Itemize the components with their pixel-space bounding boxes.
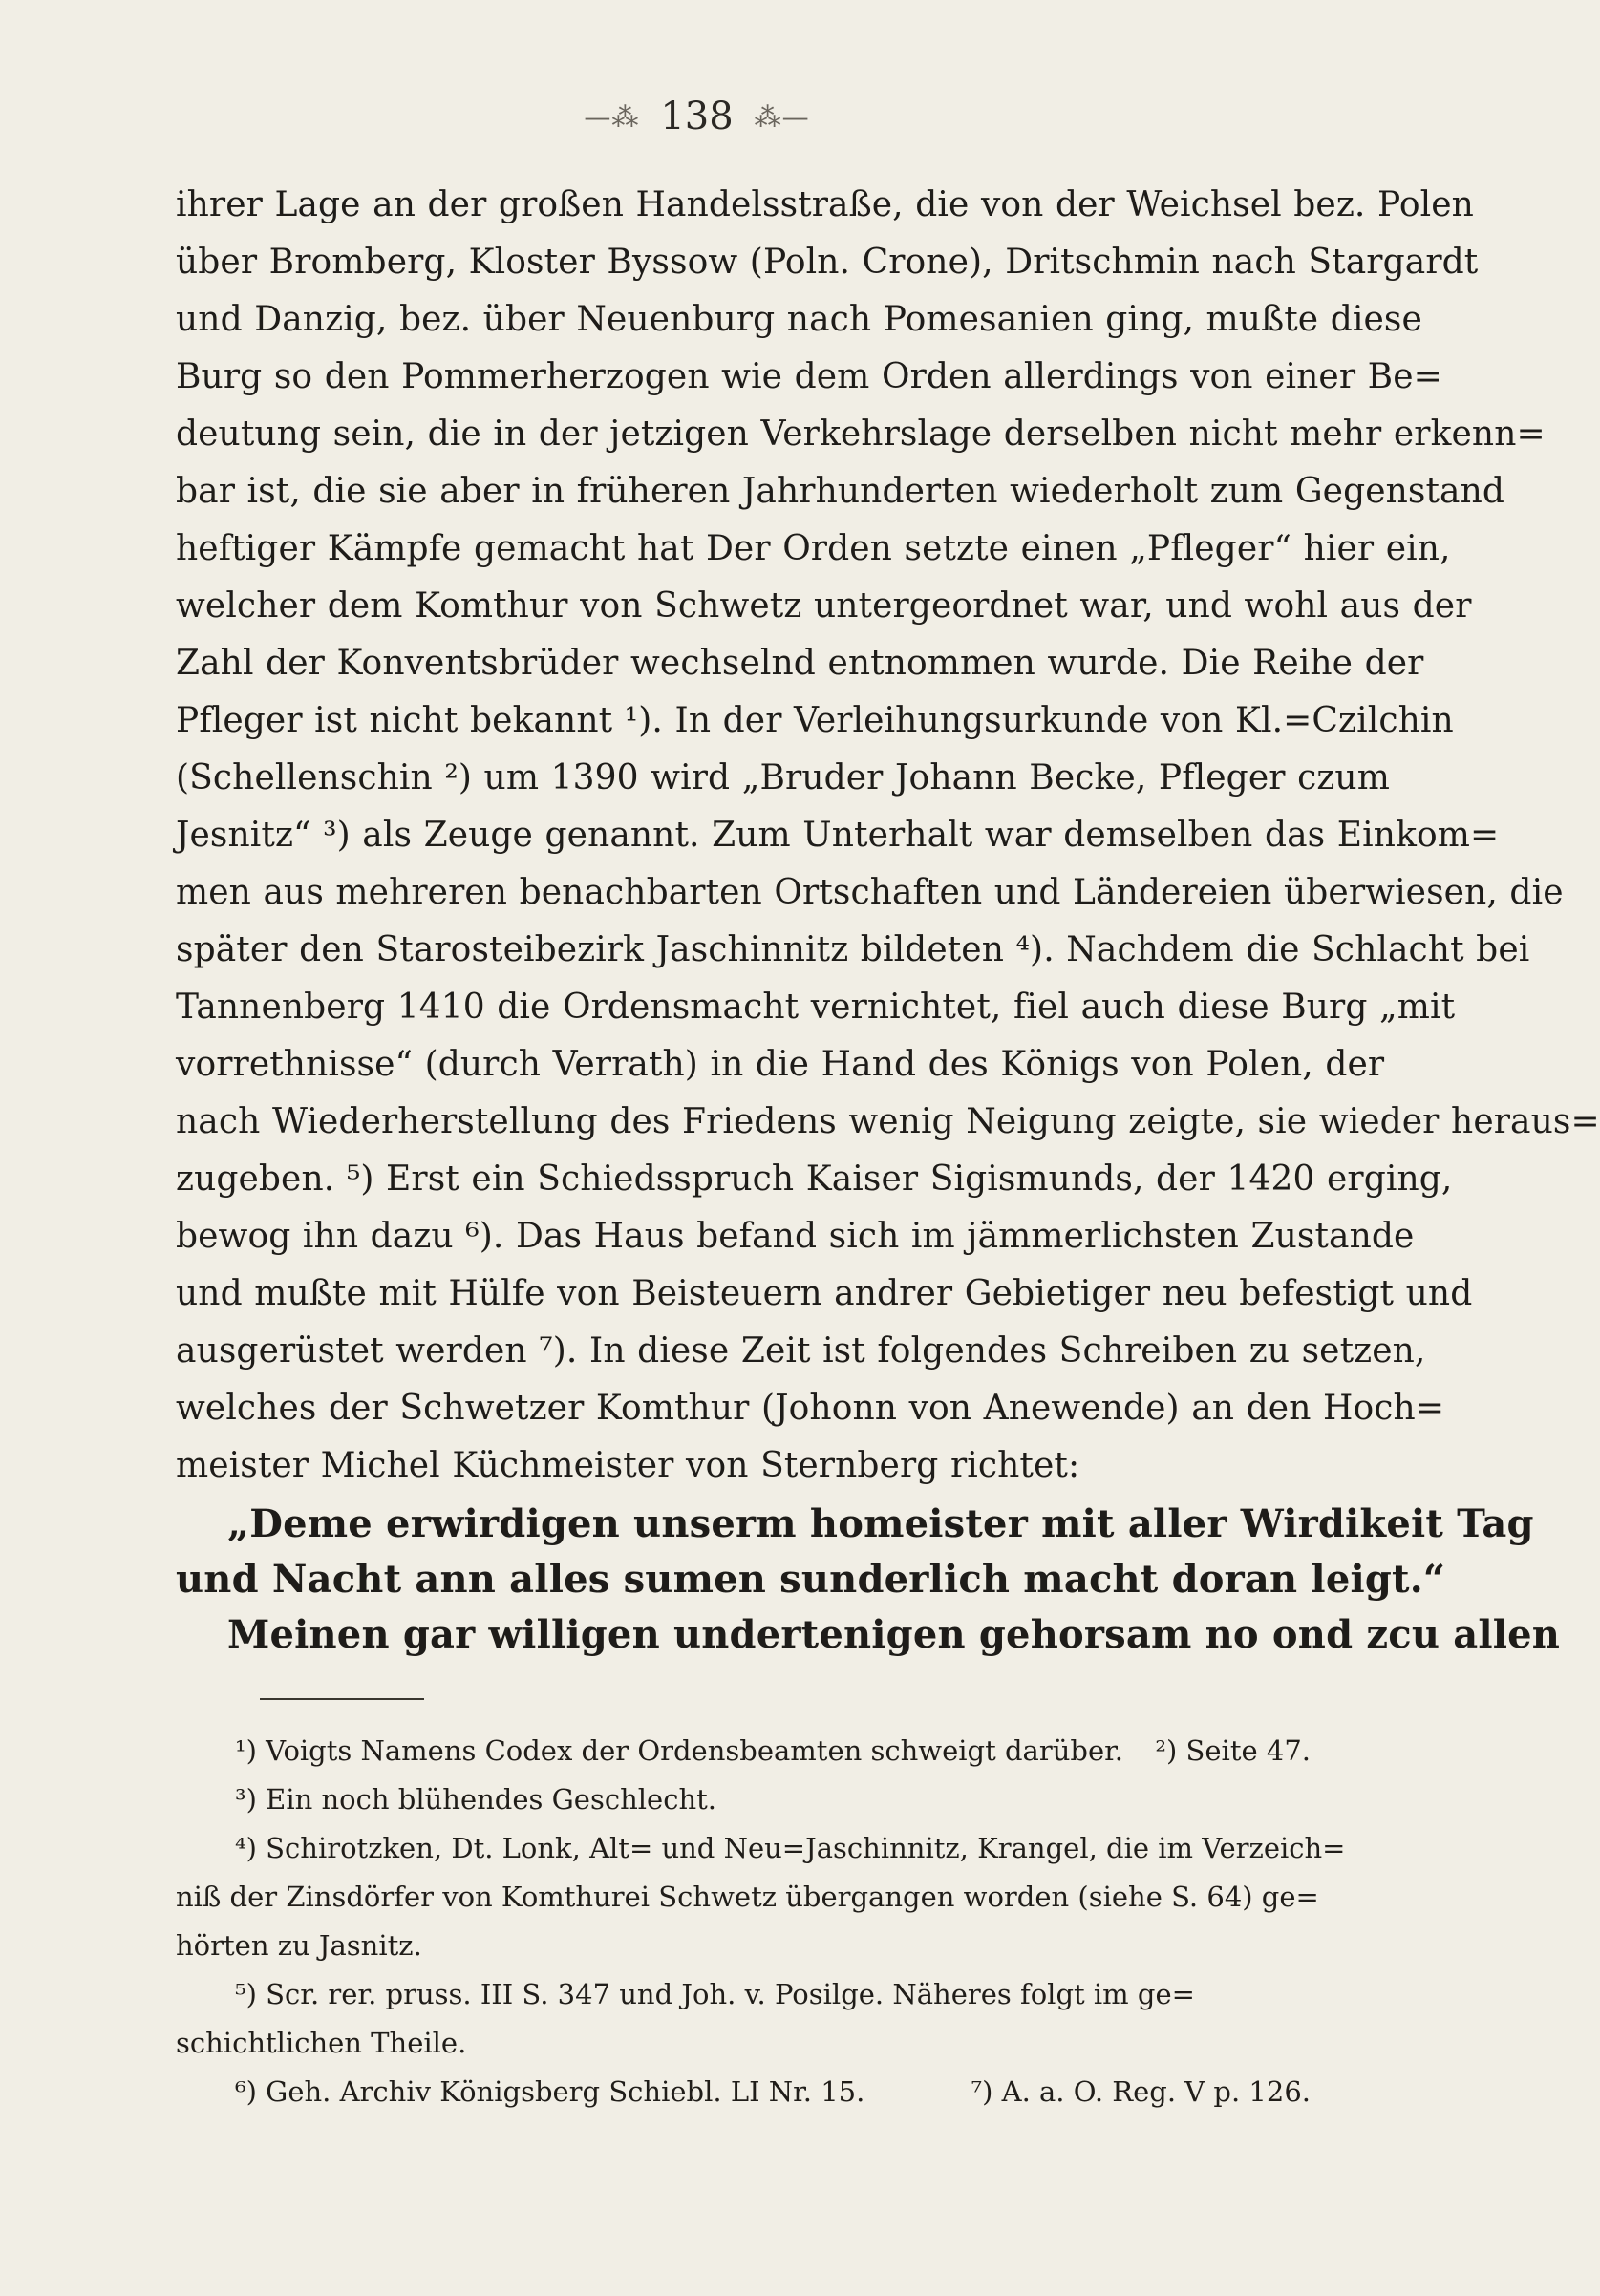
text-line: ausgerüstet werden ⁷). In diese Zeit ist folgendes Schreiben zu setzen, (176, 1331, 1426, 1371)
footnote-row (176, 1727, 1311, 1775)
text-line: welches der Schwetzer Komthur (Johonn von Anewende) an den Hoch= (176, 1389, 1445, 1428)
footnote-5-continued: schichtlichen Theile. (176, 2027, 467, 2059)
text-line: vorrethnisse“ (durch Verrath) in die Hand des Königs von Polen, der (176, 1045, 1385, 1084)
text-line: men aus mehreren benachbarten Ortschaften und Ländereien überwiesen, die (176, 873, 1564, 912)
quote-line: „Deme erwirdigen unserm homeister mit aller Wirdikeit Tag (227, 1501, 1534, 1546)
quote-line: und Nacht ann alles sumen sunderlich macht doran leigt.“ (176, 1557, 1446, 1602)
footnote-4-end: hörten zu Jasnitz. (176, 1929, 422, 1962)
quote-line: Meinen gar willigen undertenigen gehorsam no ond zcu allen (227, 1612, 1561, 1657)
footnote-6: ⁶) Geh. Archiv Königsberg Schiebl. LI Nr. 15. (235, 2075, 865, 2108)
text-line: Burg so den Pommerherzogen wie dem Orden allerdings von einer Be= (176, 357, 1442, 396)
text-line: heftiger Kämpfe gemacht hat Der Orden setzte einen „Pfleger“ hier ein, (176, 529, 1451, 568)
text-line: Pfleger ist nicht bekannt ¹). In der Verleihungsurkunde von Kl.=Czilchin (176, 701, 1454, 740)
footnotes-section (176, 1727, 1346, 2116)
text-line: nach Wiederherstellung des Friedens wenig Neigung zeigte, sie wieder heraus= (176, 1102, 1600, 1141)
text-line: bar ist, die sie aber in früheren Jahrhunderten wiederholt zum Gegenstand (176, 472, 1505, 511)
page-header (0, 88, 1394, 145)
text-line: deutung sein, die in der jetzigen Verkehrslage derselben nicht mehr erkenn= (176, 415, 1546, 454)
text-line: und Danzig, bez. über Neuenburg nach Pomesanien ging, mußte diese (176, 300, 1422, 339)
footnote-separator (260, 1698, 424, 1700)
text-line: ihrer Lage an der großen Handelsstraße, die von der Weichsel bez. Polen (176, 185, 1474, 224)
text-line: meister Michel Küchmeister von Sternberg richtet: (176, 1446, 1080, 1485)
text-line: bewog ihn dazu ⁶). Das Haus befand sich im jämmerlichsten Zustande (176, 1217, 1415, 1256)
text-line: und mußte mit Hülfe von Beisteuern andrer Gebietiger neu befestigt und (176, 1274, 1473, 1313)
right-ornament: ⁂— (754, 100, 810, 133)
footnote-5: ⁵) Scr. rer. pruss. III S. 347 und Joh. v. Posilge. Näheres folgt im ge= (235, 1978, 1195, 2010)
footnote-4: ⁴) Schirotzken, Dt. Lonk, Alt= und Neu=Jaschinnitz, Krangel, die im Verzeich= (235, 1832, 1346, 1864)
text-line: Jesnitz“ ³) als Zeuge genannt. Zum Unterhalt war demselben das Einkom= (176, 816, 1500, 855)
text-line: über Bromberg, Kloster Byssow (Poln. Crone), Dritschmin nach Stargardt (176, 243, 1479, 282)
footnote-1: ¹) Voigts Namens Codex der Ordensbeamten schweigt darüber. (235, 1734, 1124, 1767)
text-line: Tannenberg 1410 die Ordensmacht vernichtet, fiel auch diese Burg „mit (176, 988, 1456, 1027)
text-line: (Schellenschin ²) um 1390 wird „Bruder Johann Becke, Pfleger czum (176, 758, 1390, 797)
text-line: zugeben. ⁵) Erst ein Schiedsspruch Kaiser Sigismunds, der 1420 erging, (176, 1159, 1453, 1199)
left-ornament: —⁂ (584, 100, 640, 133)
text-line: Zahl der Konventsbrüder wechselnd entnommen wurde. Die Reihe der (176, 644, 1424, 683)
footnote-2: ²) Seite 47. (1155, 1734, 1311, 1767)
footnote-7: ⁷) A. a. O. Reg. V p. 126. (971, 2075, 1311, 2108)
main-text-block (176, 177, 1600, 1663)
footnote-row (176, 2068, 1311, 2116)
text-line: welcher dem Komthur von Schwetz untergeordnet war, und wohl aus der (176, 586, 1472, 626)
text-line: später den Starosteibezirk Jaschinnitz bildeten ⁴). Nachdem die Schlacht bei (176, 930, 1530, 969)
page-number: 138 (660, 95, 734, 138)
body-paragraph (176, 177, 1600, 1495)
footnote-4-continued: niß der Zinsdörfer von Komthurei Schwetz übergangen worden (siehe S. 64) ge= (176, 1881, 1319, 1913)
quoted-letter (176, 1497, 1561, 1663)
footnote-3: ³) Ein noch blühendes Geschlecht. (235, 1783, 716, 1816)
